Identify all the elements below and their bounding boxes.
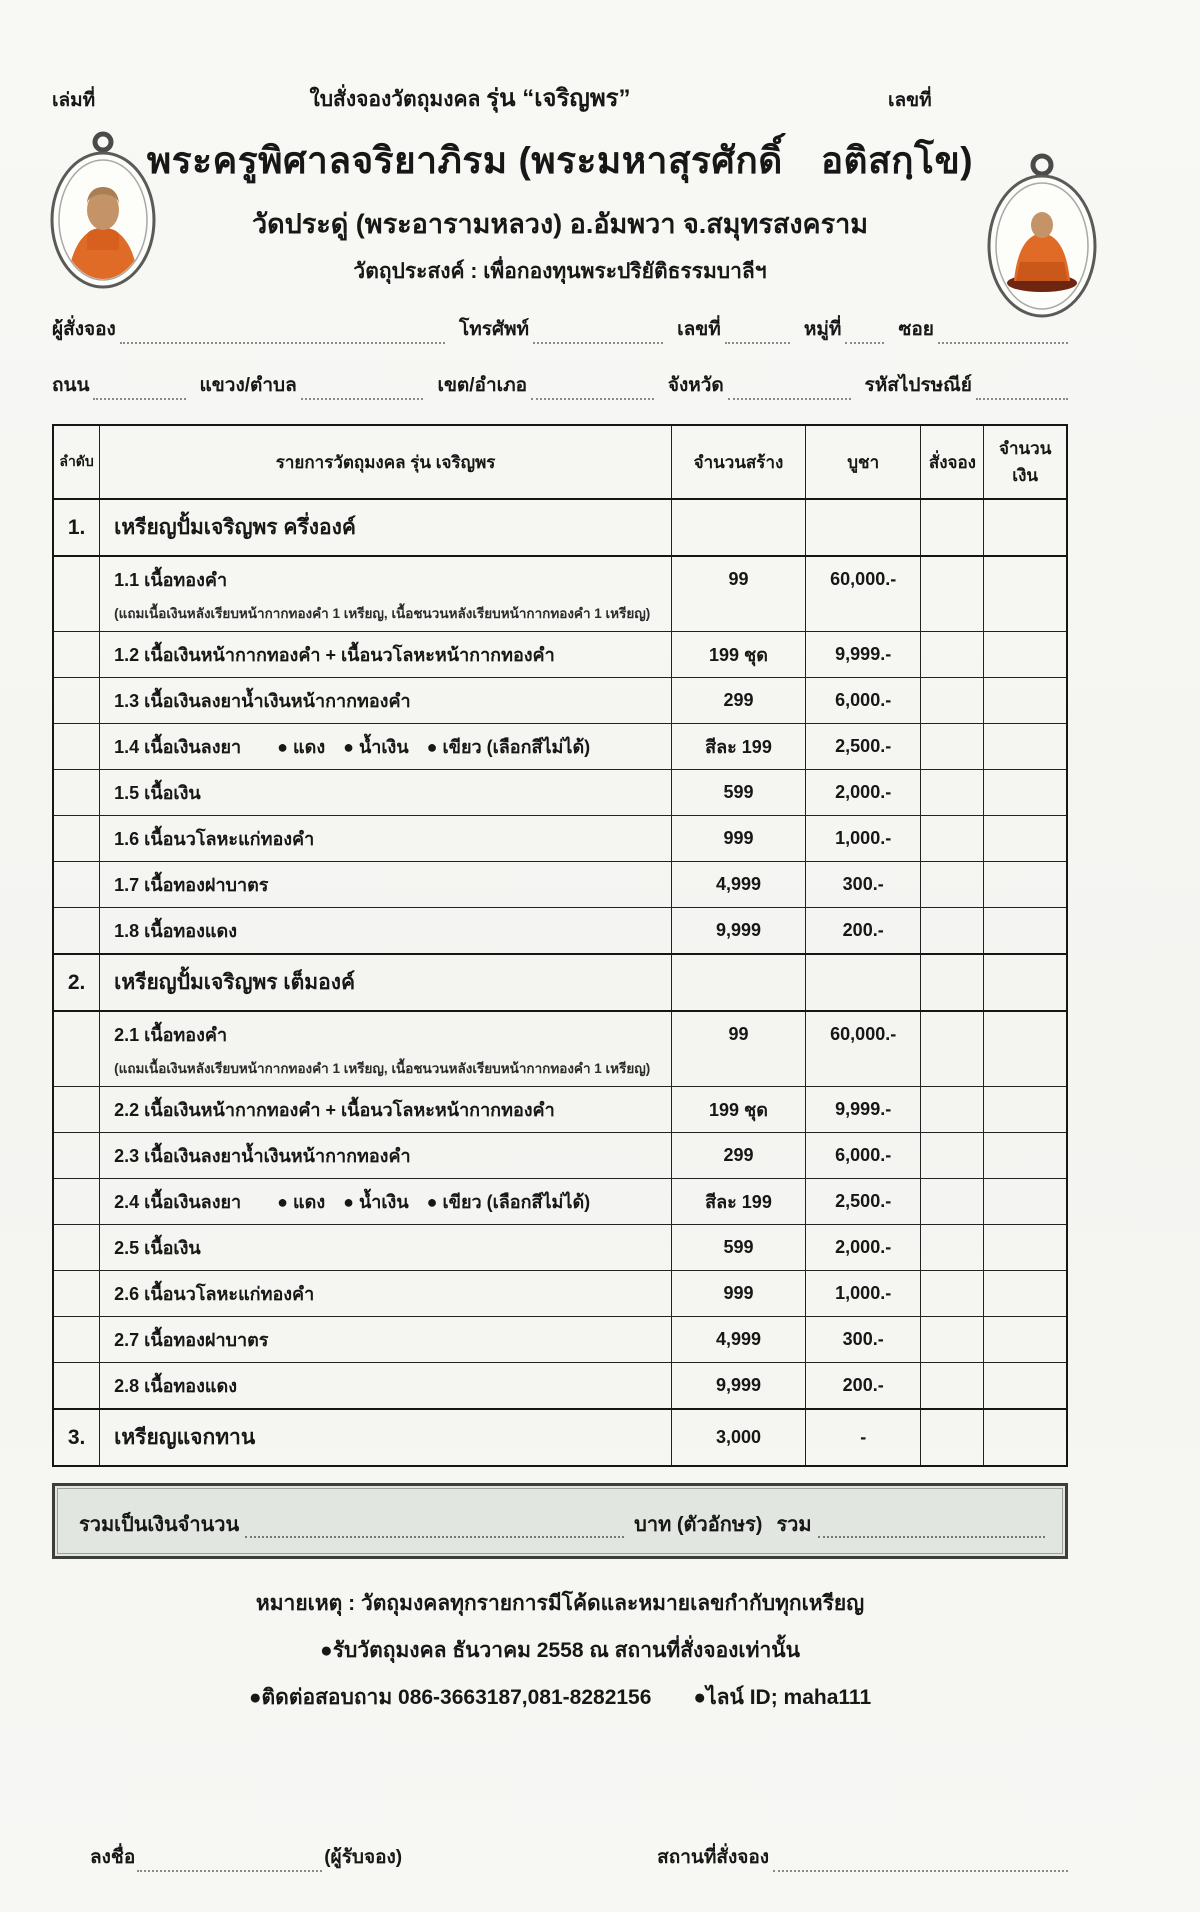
price-cell: 2,500.- xyxy=(805,724,921,770)
order-qty-cell[interactable] xyxy=(921,908,984,955)
price-cell: 200.- xyxy=(805,908,921,955)
price-cell: - xyxy=(805,1409,921,1466)
price-cell xyxy=(805,954,921,1011)
order-qty-cell[interactable] xyxy=(921,1363,984,1410)
amount-cell[interactable] xyxy=(984,770,1067,816)
purpose-line: วัตถุประสงค์ : เพื่อกองทุนพระปริยัติธรรมบาลีฯ xyxy=(353,260,767,283)
row-number-cell: 3. xyxy=(53,1409,100,1466)
house-no-input-line[interactable] xyxy=(725,324,790,344)
row-number-cell xyxy=(53,816,100,862)
item-name-cell: 1.3 เนื้อเงินลงยาน้ำเงินหน้ากากทองคำ xyxy=(100,678,672,724)
section-row xyxy=(53,954,1067,1011)
road-input-line[interactable] xyxy=(93,380,185,400)
amount-cell[interactable] xyxy=(984,816,1067,862)
district-label: เขต/อำเภอ xyxy=(437,375,528,396)
quantity-made-cell xyxy=(672,954,806,1011)
customer-fields-row-1 xyxy=(52,314,1068,344)
col-header-qty-made: จำนวนสร้าง xyxy=(672,425,806,499)
order-qty-cell[interactable] xyxy=(921,1133,984,1179)
row-number-cell xyxy=(53,908,100,955)
form-title-prefix: ใบสั่งจองวัตถุมงคล xyxy=(309,88,481,111)
price-cell: 9,999.- xyxy=(805,1087,921,1133)
item-name-cell: 1.7 เนื้อทองฝาบาตร xyxy=(100,862,672,908)
item-name-cell: 2.3 เนื้อเงินลงยาน้ำเงินหน้ากากทองคำ xyxy=(100,1133,672,1179)
item-row xyxy=(53,724,1067,770)
price-cell: 300.- xyxy=(805,862,921,908)
price-cell: 2,500.- xyxy=(805,1179,921,1225)
item-row xyxy=(53,908,1067,955)
quantity-made-cell xyxy=(672,499,806,556)
row-number-cell xyxy=(53,1057,100,1087)
total-amount-box xyxy=(52,1483,1068,1559)
row-number-cell xyxy=(53,1271,100,1317)
item-row xyxy=(53,770,1067,816)
order-qty-cell[interactable] xyxy=(921,770,984,816)
item-row xyxy=(53,816,1067,862)
province-label: จังหวัด xyxy=(667,375,724,396)
temple-subtitle: วัดประดู่ (พระอารามหลวง) อ.อัมพวา จ.สมุทรสงคราม xyxy=(251,209,869,239)
order-qty-cell[interactable] xyxy=(921,954,984,1011)
quantity-made-cell: 999 xyxy=(672,816,806,862)
amount-cell[interactable] xyxy=(984,1057,1067,1087)
item-name-cell: เหรียญปั้มเจริญพร เต็มองค์ xyxy=(100,954,672,1011)
price-cell: 60,000.- xyxy=(805,556,921,602)
phone-label: โทรศัพท์ xyxy=(459,319,530,340)
amount-cell[interactable] xyxy=(984,1409,1067,1466)
phone-input-line[interactable] xyxy=(533,324,663,344)
total-amount-words-line[interactable] xyxy=(245,1518,624,1538)
sign-suffix-label: (ผู้รับจอง) xyxy=(324,1847,403,1868)
total-sum-line[interactable] xyxy=(818,1518,1045,1538)
col-header-no: ลำดับ xyxy=(53,425,100,499)
row-number-cell xyxy=(53,1011,100,1057)
order-qty-cell[interactable] xyxy=(921,1087,984,1133)
row-number-cell xyxy=(53,1133,100,1179)
note-pickup: ●รับวัตถุมงคล ธันวาคม 2558 ณ สถานที่สั่งจองเท่านั้น xyxy=(320,1639,800,1662)
item-row xyxy=(53,1133,1067,1179)
total-label: รวมเป็นเงินจำนวน xyxy=(79,1514,240,1536)
footer-notes xyxy=(52,1587,1068,1714)
row-number-cell xyxy=(53,602,100,632)
row-number-cell xyxy=(53,1317,100,1363)
soi-label: ซอย xyxy=(898,319,934,340)
amount-cell[interactable] xyxy=(984,862,1067,908)
quantity-made-cell: 299 xyxy=(672,678,806,724)
quantity-made-cell: 99 xyxy=(672,1011,806,1057)
order-qty-cell[interactable] xyxy=(921,1317,984,1363)
item-name-cell: 1.2 เนื้อเงินหน้ากากทองคำ + เนื้อนวโลหะหน้ากากทองคำ xyxy=(100,632,672,678)
form-title-edition: รุ่น “เจริญพร” xyxy=(486,85,631,112)
price-cell: 1,000.- xyxy=(805,816,921,862)
moo-label: หมู่ที่ xyxy=(803,319,842,340)
quantity-made-cell: 199 ชุด xyxy=(672,632,806,678)
item-name-cell: 2.8 เนื้อทองแดง xyxy=(100,1363,672,1410)
col-header-amount: จำนวนเงิน xyxy=(984,425,1067,499)
soi-input-line[interactable] xyxy=(938,324,1068,344)
baht-words-label: บาท (ตัวอักษร) xyxy=(634,1514,763,1536)
price-cell xyxy=(805,1057,921,1087)
order-qty-cell[interactable] xyxy=(921,1271,984,1317)
amount-cell[interactable] xyxy=(984,1271,1067,1317)
item-row xyxy=(53,1179,1067,1225)
order-qty-cell[interactable] xyxy=(921,1011,984,1057)
item-row xyxy=(53,1087,1067,1133)
col-header-price: บูชา xyxy=(805,425,921,499)
postcode-input-line[interactable] xyxy=(976,380,1068,400)
amount-cell[interactable] xyxy=(984,908,1067,955)
price-cell: 1,000.- xyxy=(805,1271,921,1317)
note-row xyxy=(53,602,1067,632)
col-header-order: สั่งจอง xyxy=(921,425,984,499)
seated-monk-amulet-icon xyxy=(984,150,1100,327)
price-cell: 200.- xyxy=(805,1363,921,1410)
section-row xyxy=(53,1409,1067,1466)
quantity-made-cell xyxy=(672,1057,806,1087)
page-title: พระครูพิศาลจริยาภิรม (พระมหาสุรศักดิ์ อติสกฺโข) xyxy=(146,140,974,181)
quantity-made-cell: 3,000 xyxy=(672,1409,806,1466)
col-header-item: รายการวัตถุมงคล รุ่น เจริญพร xyxy=(100,425,672,499)
form-title xyxy=(202,78,738,117)
item-name-cell: 2.2 เนื้อเงินหน้ากากทองคำ + เนื้อนวโลหะหน้ากากทองคำ xyxy=(100,1087,672,1133)
orderer-label: ผู้สั่งจอง xyxy=(52,319,116,340)
amount-cell[interactable] xyxy=(984,954,1067,1011)
order-qty-cell[interactable] xyxy=(921,556,984,602)
item-row xyxy=(53,1271,1067,1317)
signature-row xyxy=(52,1842,1068,1872)
quantity-made-cell: 599 xyxy=(672,770,806,816)
price-cell: 300.- xyxy=(805,1317,921,1363)
province-input-line[interactable] xyxy=(728,380,851,400)
order-place-line[interactable] xyxy=(773,1852,1068,1872)
row-number-cell xyxy=(53,724,100,770)
row-number-cell: 1. xyxy=(53,499,100,556)
order-qty-cell[interactable] xyxy=(921,862,984,908)
amount-cell[interactable] xyxy=(984,632,1067,678)
doc-no-label: เลขที่ xyxy=(888,90,932,111)
quantity-made-cell: 9,999 xyxy=(672,1363,806,1410)
quantity-made-cell: สีละ 199 xyxy=(672,1179,806,1225)
note-contact: ●ติดต่อสอบถาม 086-3663187,081-8282156 ●ไลน์ ID; maha111 xyxy=(248,1686,872,1709)
order-qty-cell[interactable] xyxy=(921,1179,984,1225)
row-number-cell: 2. xyxy=(53,954,100,1011)
sign-label: ลงชื่อ xyxy=(90,1847,136,1868)
row-number-cell xyxy=(53,1179,100,1225)
row-number-cell xyxy=(53,770,100,816)
amount-cell[interactable] xyxy=(984,1011,1067,1057)
district-input-line[interactable] xyxy=(531,380,654,400)
item-row xyxy=(53,862,1067,908)
item-row xyxy=(53,1225,1067,1271)
row-number-cell xyxy=(53,632,100,678)
amount-cell[interactable] xyxy=(984,724,1067,770)
item-name-cell: 2.5 เนื้อเงิน xyxy=(100,1225,672,1271)
quantity-made-cell: 599 xyxy=(672,1225,806,1271)
amount-cell[interactable] xyxy=(984,1317,1067,1363)
amount-cell[interactable] xyxy=(984,1087,1067,1133)
amount-cell[interactable] xyxy=(984,1179,1067,1225)
amount-cell[interactable] xyxy=(984,602,1067,632)
orderer-input-line[interactable] xyxy=(120,324,445,344)
item-row xyxy=(53,1317,1067,1363)
table-header-row xyxy=(53,425,1067,499)
moo-input-line[interactable] xyxy=(845,324,884,344)
item-name-cell: 2.6 เนื้อนวโลหะแก่ทองคำ xyxy=(100,1271,672,1317)
price-cell: 2,000.- xyxy=(805,770,921,816)
order-qty-cell[interactable] xyxy=(921,1409,984,1466)
item-row xyxy=(53,1363,1067,1410)
order-qty-cell[interactable] xyxy=(921,602,984,632)
item-row xyxy=(53,556,1067,602)
item-name-cell: 1.8 เนื้อทองแดง xyxy=(100,908,672,955)
item-name-cell: 1.1 เนื้อทองคำ xyxy=(100,556,672,602)
quantity-made-cell: 999 xyxy=(672,1271,806,1317)
section-row xyxy=(53,499,1067,556)
price-cell: 60,000.- xyxy=(805,1011,921,1057)
item-name-cell: 2.7 เนื้อทองฝาบาตร xyxy=(100,1317,672,1363)
order-qty-cell[interactable] xyxy=(921,1225,984,1271)
signature-line[interactable] xyxy=(137,1852,322,1872)
item-name-cell: เหรียญปั้มเจริญพร ครึ่งองค์ xyxy=(100,499,672,556)
monk-bust-amulet-icon xyxy=(48,128,158,297)
amount-cell[interactable] xyxy=(984,1225,1067,1271)
amount-cell[interactable] xyxy=(984,1363,1067,1410)
subdistrict-input-line[interactable] xyxy=(301,380,424,400)
book-no-label: เล่มที่ xyxy=(52,90,96,111)
order-qty-cell[interactable] xyxy=(921,724,984,770)
order-qty-cell[interactable] xyxy=(921,499,984,556)
row-number-cell xyxy=(53,1225,100,1271)
item-row xyxy=(53,678,1067,724)
price-cell: 6,000.- xyxy=(805,1133,921,1179)
house-no-label: เลขที่ xyxy=(677,319,721,340)
quantity-made-cell: 4,999 xyxy=(672,1317,806,1363)
item-name-cell: (แถมเนื้อเงินหลังเรียบหน้ากากทองคำ 1 เหรียญ, เนื้อชนวนหลังเรียบหน้ากากทองคำ 1 เหรียญ) xyxy=(100,602,672,632)
item-row xyxy=(53,632,1067,678)
order-qty-cell[interactable] xyxy=(921,678,984,724)
customer-fields-row-2 xyxy=(52,370,1068,400)
row-number-cell xyxy=(53,678,100,724)
row-number-cell xyxy=(53,556,100,602)
quantity-made-cell: 199 ชุด xyxy=(672,1087,806,1133)
quantity-made-cell xyxy=(672,602,806,632)
price-cell: 9,999.- xyxy=(805,632,921,678)
item-name-cell: เหรียญแจกทาน xyxy=(100,1409,672,1466)
order-place-label: สถานที่สั่งจอง xyxy=(657,1847,770,1868)
row-number-cell xyxy=(53,1087,100,1133)
amount-cell[interactable] xyxy=(984,499,1067,556)
row-number-cell xyxy=(53,862,100,908)
note-row xyxy=(53,1057,1067,1087)
price-cell xyxy=(805,602,921,632)
quantity-made-cell: 299 xyxy=(672,1133,806,1179)
order-qty-cell[interactable] xyxy=(921,816,984,862)
item-name-cell: 1.5 เนื้อเงิน xyxy=(100,770,672,816)
price-cell: 2,000.- xyxy=(805,1225,921,1271)
row-number-cell xyxy=(53,1363,100,1410)
postcode-label: รหัสไปรษณีย์ xyxy=(864,375,972,396)
item-name-cell: 2.1 เนื้อทองคำ xyxy=(100,1011,672,1057)
price-cell xyxy=(805,499,921,556)
quantity-made-cell: 99 xyxy=(672,556,806,602)
quantity-made-cell: สีละ 199 xyxy=(672,724,806,770)
price-cell: 6,000.- xyxy=(805,678,921,724)
quantity-made-cell: 9,999 xyxy=(672,908,806,955)
form-header-line xyxy=(52,78,1068,117)
item-name-cell: 1.4 เนื้อเงินลงยา ● แดง ● น้ำเงิน ● เขียว (เลือกสีไม่ได้) xyxy=(100,724,672,770)
item-name-cell: 2.4 เนื้อเงินลงยา ● แดง ● น้ำเงิน ● เขียว (เลือกสีไม่ได้) xyxy=(100,1179,672,1225)
quantity-made-cell: 4,999 xyxy=(672,862,806,908)
amount-cell[interactable] xyxy=(984,1133,1067,1179)
amount-cell[interactable] xyxy=(984,556,1067,602)
note-remark: หมายเหตุ : วัตถุมงคลทุกรายการมีโค้ดและหมายเลขกำกับทุกเหรียญ xyxy=(255,1592,865,1615)
subdistrict-label: แขวง/ตำบล xyxy=(199,375,297,396)
item-row xyxy=(53,1011,1067,1057)
amulet-order-table xyxy=(52,424,1068,1467)
order-qty-cell[interactable] xyxy=(921,1057,984,1087)
sum-label: รวม xyxy=(776,1514,812,1536)
amount-cell[interactable] xyxy=(984,678,1067,724)
road-label: ถนน xyxy=(52,375,90,396)
order-qty-cell[interactable] xyxy=(921,632,984,678)
item-name-cell: (แถมเนื้อเงินหลังเรียบหน้ากากทองคำ 1 เหรียญ, เนื้อชนวนหลังเรียบหน้ากากทองคำ 1 เหรียญ) xyxy=(100,1057,672,1087)
item-name-cell: 1.6 เนื้อนวโลหะแก่ทองคำ xyxy=(100,816,672,862)
